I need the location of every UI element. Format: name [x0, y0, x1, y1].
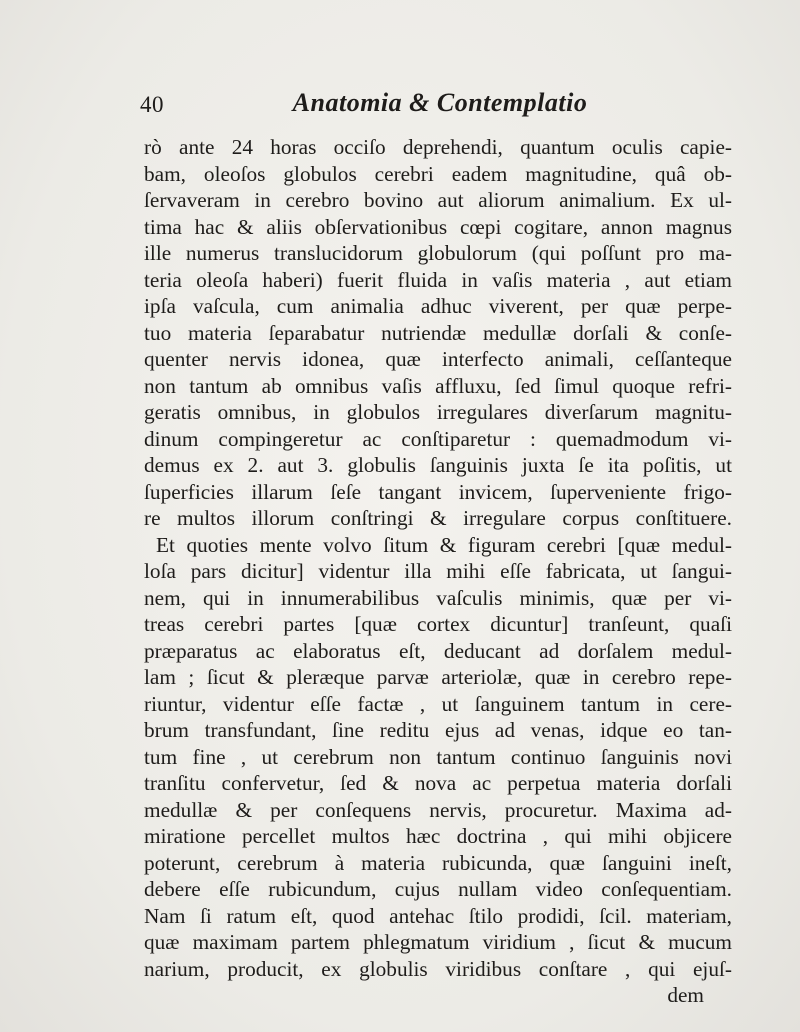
text-line: ille numerus translucidorum globulorum (qui poſſunt pro ma-: [144, 241, 732, 265]
text-line: brum transfundant, ſine reditu ejus ad venas, idque eo tan-: [144, 718, 732, 742]
text-line: bam, oleoſos globulos cerebri eadem magnitudine, quâ ob-: [144, 161, 732, 186]
running-head: [140, 80, 740, 120]
text-line: præparatus ac elaboratus eſt, deducant ad dorſalem medul-: [144, 638, 732, 663]
text-line: ſervaveram in cerebro bovino aut aliorum animalium. Ex ul-: [144, 188, 732, 212]
text-line: poterunt, cerebrum à materia rubicunda, quæ ſanguini ineſt,: [144, 850, 732, 875]
body-text: [144, 134, 732, 1009]
text-line: re multos illorum conſtringi & irregulare corpus conſtituere.: [144, 506, 732, 530]
text-line: teria oleoſa haberi) fuerit fluida in vaſis materia , aut etiam: [144, 267, 732, 292]
text-line: lam ; ſicut & pleræque parvæ arteriolæ, quæ in cerebro repe-: [144, 665, 732, 689]
text-line: quenter nervis idonea, quæ interfecto animali, ceſſanteque: [144, 347, 732, 371]
text-line: non tantum ab omnibus vaſis affluxu, ſed ſimul quoque refri-: [144, 373, 732, 398]
text-line: rò ante 24 horas occiſo deprehendi, quantum oculis capie-: [144, 135, 732, 159]
text-line: quæ maximam partem phlegmatum viridium , ſicut & mucum: [144, 930, 732, 954]
page-number: 40: [140, 92, 164, 117]
text-line: ipſa vaſcula, cum animalia adhuc viverent, per quæ perpe-: [144, 294, 732, 318]
text-line: debere eſſe rubicundum, cujus nullam video conſequentiam.: [144, 877, 732, 901]
text-line: geratis omnibus, in globulos irregulares diverſarum magnitu-: [144, 400, 732, 424]
text-line: demus ex 2. aut 3. globulis ſanguinis juxta ſe ita poſitis, ut: [144, 453, 732, 477]
text-line: riuntur, videntur eſſe factæ , ut ſanguinem tantum in cere-: [144, 691, 732, 716]
text-line: tima hac & aliis obſervationibus cœpi cogitare, annon magnus: [144, 214, 732, 239]
text-line: dinum compingeretur ac conſtiparetur : quemadmodum vi-: [144, 426, 732, 451]
text-line: Et quoties mente volvo ſitum & figuram cerebri [quæ medul-: [156, 532, 732, 557]
text-line: medullæ & per conſequens nervis, procuretur. Maxima ad-: [144, 797, 732, 822]
text-line: tuo materia ſeparabatur nutriendæ medullæ dorſali & conſe-: [144, 320, 732, 345]
text-line: tum fine , ut cerebrum non tantum continuo ſanguinis novi: [144, 744, 732, 769]
text-line: nem, qui in innumerabilibus vaſculis minimis, quæ per vi-: [144, 585, 732, 610]
text-line: Nam ſi ratum eſt, quod antehac ſtilo prodidi, ſcil. materiam,: [144, 903, 732, 928]
running-title: Anatomia & Contemplatio: [292, 88, 588, 117]
text-line: miratione percellet multos hæc doctrina , qui mihi objicere: [144, 824, 732, 848]
text-line: narium, producit, ex globulis viridibus conſtare , qui ejuſ-: [144, 956, 732, 981]
text-line: loſa pars dicitur] videntur illa mihi eſſe fabricata, ut ſangui-: [144, 559, 732, 583]
catchword: dem: [667, 983, 704, 1007]
text-line: ſuperficies illarum ſeſe tangant invicem, ſuperveniente frigo-: [144, 479, 732, 504]
text-line: treas cerebri partes [quæ cortex dicuntur] tranſeunt, quaſi: [144, 612, 732, 636]
text-line: tranſitu confervetur, ſed & nova ac perpetua materia dorſali: [144, 771, 732, 795]
